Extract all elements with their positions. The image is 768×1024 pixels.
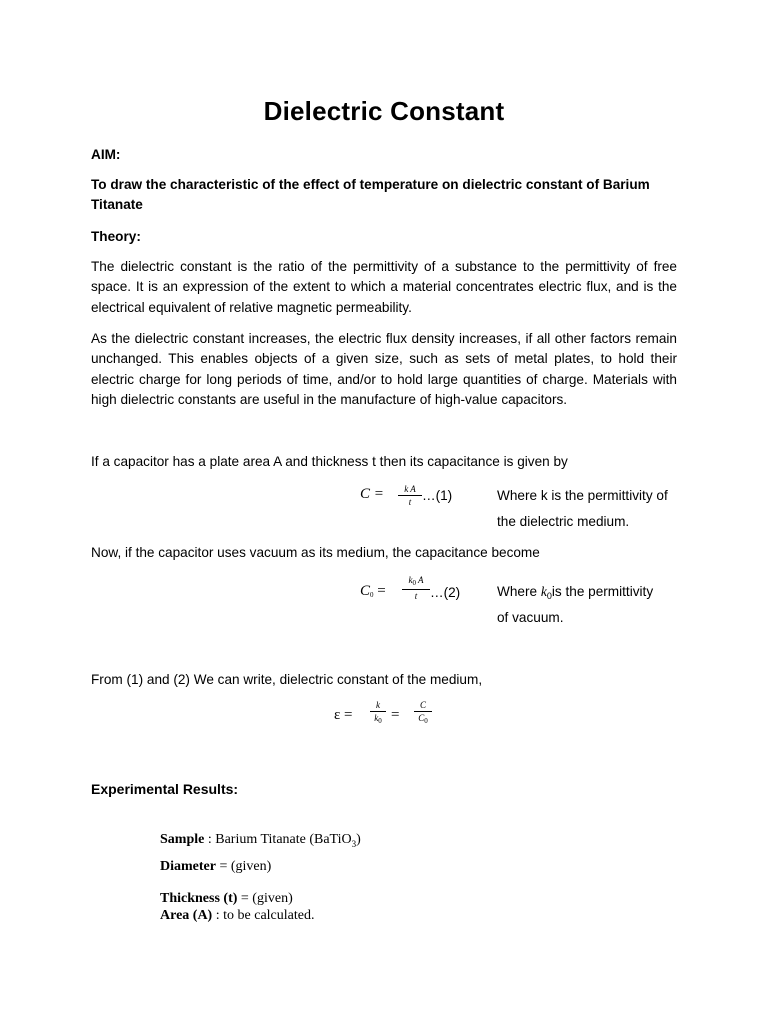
sample-line: Sample : Barium Titanate (BaTiO$_3$) (160, 832, 361, 849)
eq1-denominator: t (408, 497, 412, 507)
eq2-lhs: $C_0$ = (360, 583, 386, 599)
theory-paragraph-2: As the dielectric constant increases, the electric flux density increases, if all other factors remain unchanged. This enables objects of a given size, such as sets of metal plates, to hold their electric charge for long periods of time, and/or to hold large quantities of charge. Materials with high dielectric constants are useful in the manufacture of high-value capacitors. (91, 331, 677, 408)
eq2-fraction (402, 575, 430, 601)
eq3-fraction-1: k $k_0$ (370, 700, 386, 726)
eq1-numerator: k A (404, 484, 416, 494)
page-title: Dielectric Constant (263, 96, 505, 126)
thickness-line: Thickness (t) = (given) (160, 891, 293, 906)
results-heading: Experimental Results: (91, 781, 239, 797)
eq2-note-line1: Where $k_0is$ the permittivity (497, 584, 654, 601)
eq2-numerator: $k_0$ A (408, 575, 424, 587)
area-line: Area (A) : to be calculated. (160, 908, 315, 923)
theory-paragraph-1: The dielectric constant is the ratio of the permittivity of a substance to the permittivity of free space. It is an expression of the extent to which a material concentrates electric flux, and is the electrical equivalent of relative magnetic permeability. (91, 259, 677, 315)
diameter-line: Diameter = (given) (160, 859, 272, 874)
theory-heading: Theory: (91, 229, 141, 244)
equation-1 (360, 484, 480, 514)
eq1-fraction (398, 484, 422, 507)
eq2-note-line2: of vacuum. (497, 610, 564, 625)
eq1-note-line1: Where k is the permittivity of (497, 488, 668, 503)
aim-text: To draw the characteristic of the effect of temperature on dielectric constant of Barium Titanate (91, 177, 650, 213)
equation-3: ε = k $k_0$ = C $C_0$ (334, 700, 444, 736)
eq3-lhs: ε = (334, 707, 353, 723)
vacuum-intro: Now, if the capacitor uses vacuum as its medium, the capacitance become (91, 545, 540, 560)
aim-heading: AIM: (91, 147, 121, 162)
dielectric-intro: From (1) and (2) We can write, dielectric constant of the medium, (91, 672, 483, 687)
eq3-fraction-2: C $C_0$ (414, 700, 432, 726)
eq1-tag: …(1) (422, 488, 453, 503)
eq2-tag: …(2) (430, 585, 461, 600)
capacitance-intro: If a capacitor has a plate area A and thickness t then its capacitance is given by (91, 454, 568, 469)
eq1-lhs: C = (360, 486, 384, 502)
equation-2 (360, 575, 490, 609)
eq2-denominator: t (414, 591, 418, 601)
eq1-note-line2: the dielectric medium. (497, 514, 630, 529)
